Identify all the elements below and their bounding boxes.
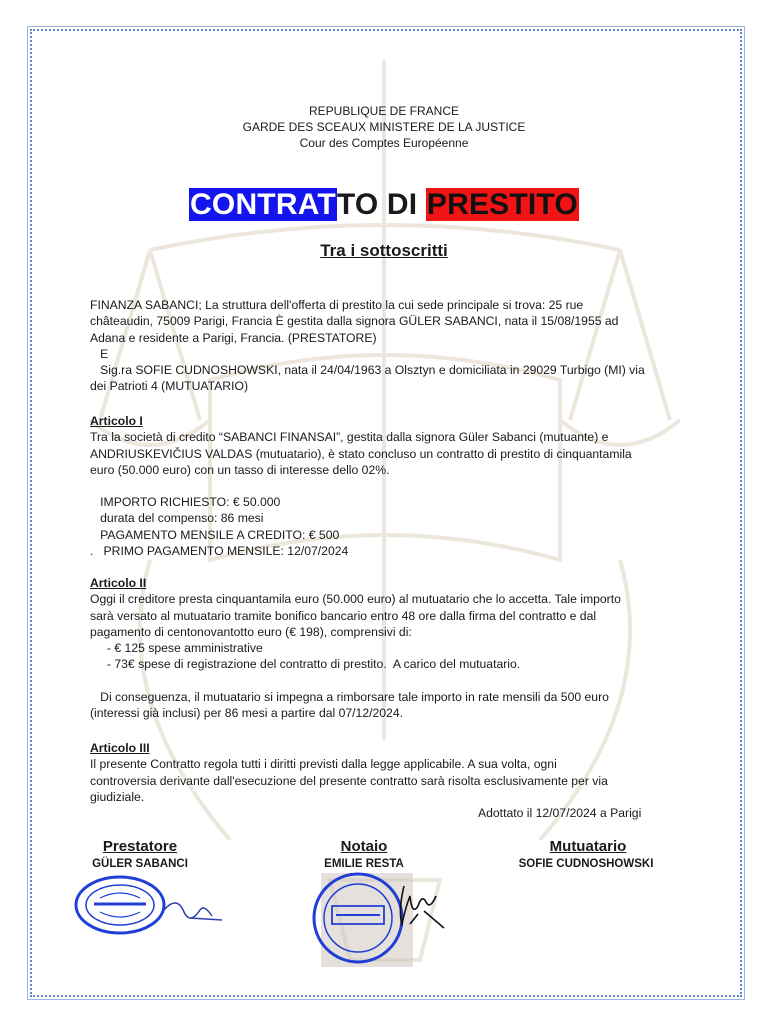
header-court: Cour des Comptes Européenne [299, 136, 469, 150]
document-title [0, 186, 768, 224]
loan-amount: IMPORTO RICHIESTO: € 50.000 [90, 495, 281, 510]
first-payment: . PRIMO PAGAMENTO MENSILE: 12/07/2024 [90, 544, 349, 559]
article-2-fee: - 73€ spese di registrazione del contratto di prestito. A carico del mutuatario. [90, 657, 521, 672]
article-1-heading: Articolo I [90, 414, 143, 428]
article-2-line: (interessi già inclusi) per 86 mesi a partire dal 07/12/2024. [90, 706, 403, 721]
parties-line: FINANZA SABANCI; La struttura dell'offerta di prestito la cui sede principale si trova: 25 rue [90, 298, 584, 312]
header-ministry: GARDE DES SCEAUX MINISTERE DE LA JUSTICE [242, 120, 526, 134]
signature-title-lender: Prestatore [102, 838, 178, 855]
article-1-line: euro (50.000 euro) con un tasso di interesse dello 02%. [90, 462, 390, 477]
article-2-line: Di conseguenza, il mutuatario si impegna a rimborsare tale importo in rate mensili da 500 euro [90, 689, 609, 704]
adoption-date: Adottato il 12/07/2024 a Parigi [478, 806, 642, 820]
article-2 [90, 575, 690, 721]
article-1 [90, 413, 690, 559]
parties-line: Adana e residente a Parigi, Francia. (PRESTATORE) [90, 330, 377, 345]
parties-line: E [90, 346, 109, 361]
article-3-line: Il presente Contratto regola tutti i diritti previsti dalla legge applicabile. A sua volta, ogni [90, 757, 557, 772]
parties-line: Sig.ra SOFIE CUDNOSHOWSKI, nata il 24/04/1963 a Olsztyn e domiciliata in 29029 Turbigo (MI) via [90, 363, 645, 378]
article-3 [90, 740, 690, 805]
parties-line: châteaudin, 75009 Parigi, Francia È gestita dalla signora GÜLER SABANCI, nata il 15/08/1955 ad [90, 314, 619, 329]
article-2-line: Oggi il creditore presta cinquantamila euro (50.000 euro) al mutuatario che lo accetta. Tale importo [90, 592, 621, 607]
title-part-plain: TO DI [336, 188, 426, 221]
signature-title-borrower: Mutuatario [549, 838, 627, 855]
title-part-blue: CONTRAT [190, 188, 336, 221]
article-1-line: Tra la società di credito “SABANCI FINANSAI”, gestita dalla signora Güler Sabanci (mutuante) e [90, 430, 609, 445]
article-1-line: ANDRIUSKEVIČIUS VALDAS (mutuatario), è stato concluso un contratto di prestito di cinquantamila [90, 446, 632, 461]
article-2-heading: Articolo II [90, 576, 147, 590]
article-3-line: giudiziale. [90, 789, 145, 804]
document-subtitle: Tra i sottoscritti [320, 241, 448, 260]
article-2-line: sarà versato al mutuatario tramite bonifico bancario entro 48 ore dalla firma del contratto e dal [90, 608, 597, 623]
notary-stamp-icon [306, 866, 456, 966]
article-2-line: pagamento di centonovantotto euro (€ 198), comprensivi di: [90, 624, 412, 639]
article-3-heading: Articolo III [90, 741, 150, 755]
lender-stamp-icon [72, 870, 232, 940]
monthly-payment: PAGAMENTO MENSILE A CREDITO: € 500 [90, 527, 340, 542]
parties-paragraph [90, 297, 690, 395]
parties-line: dei Patrioti 4 (MUTUATARIO) [90, 379, 249, 394]
article-3-line: controversia derivante dall'esecuzione del presente contratto sarà risolta esclusivamente per via [90, 773, 608, 788]
signature-name-notary: EMILIE RESTA [324, 858, 404, 870]
loan-duration: durata del compenso: 86 mesi [90, 511, 264, 526]
signature-title-notary: Notaio [340, 838, 388, 855]
signature-name-borrower: SOFIE CUDNOSHOWSKI [518, 858, 654, 870]
header-republic: REPUBLIQUE DE FRANCE [308, 104, 460, 118]
article-2-fee: - € 125 spese amministrative [90, 641, 263, 656]
signature-name-lender: GÜLER SABANCI [92, 858, 188, 870]
title-part-red: PRESTITO [426, 188, 578, 221]
